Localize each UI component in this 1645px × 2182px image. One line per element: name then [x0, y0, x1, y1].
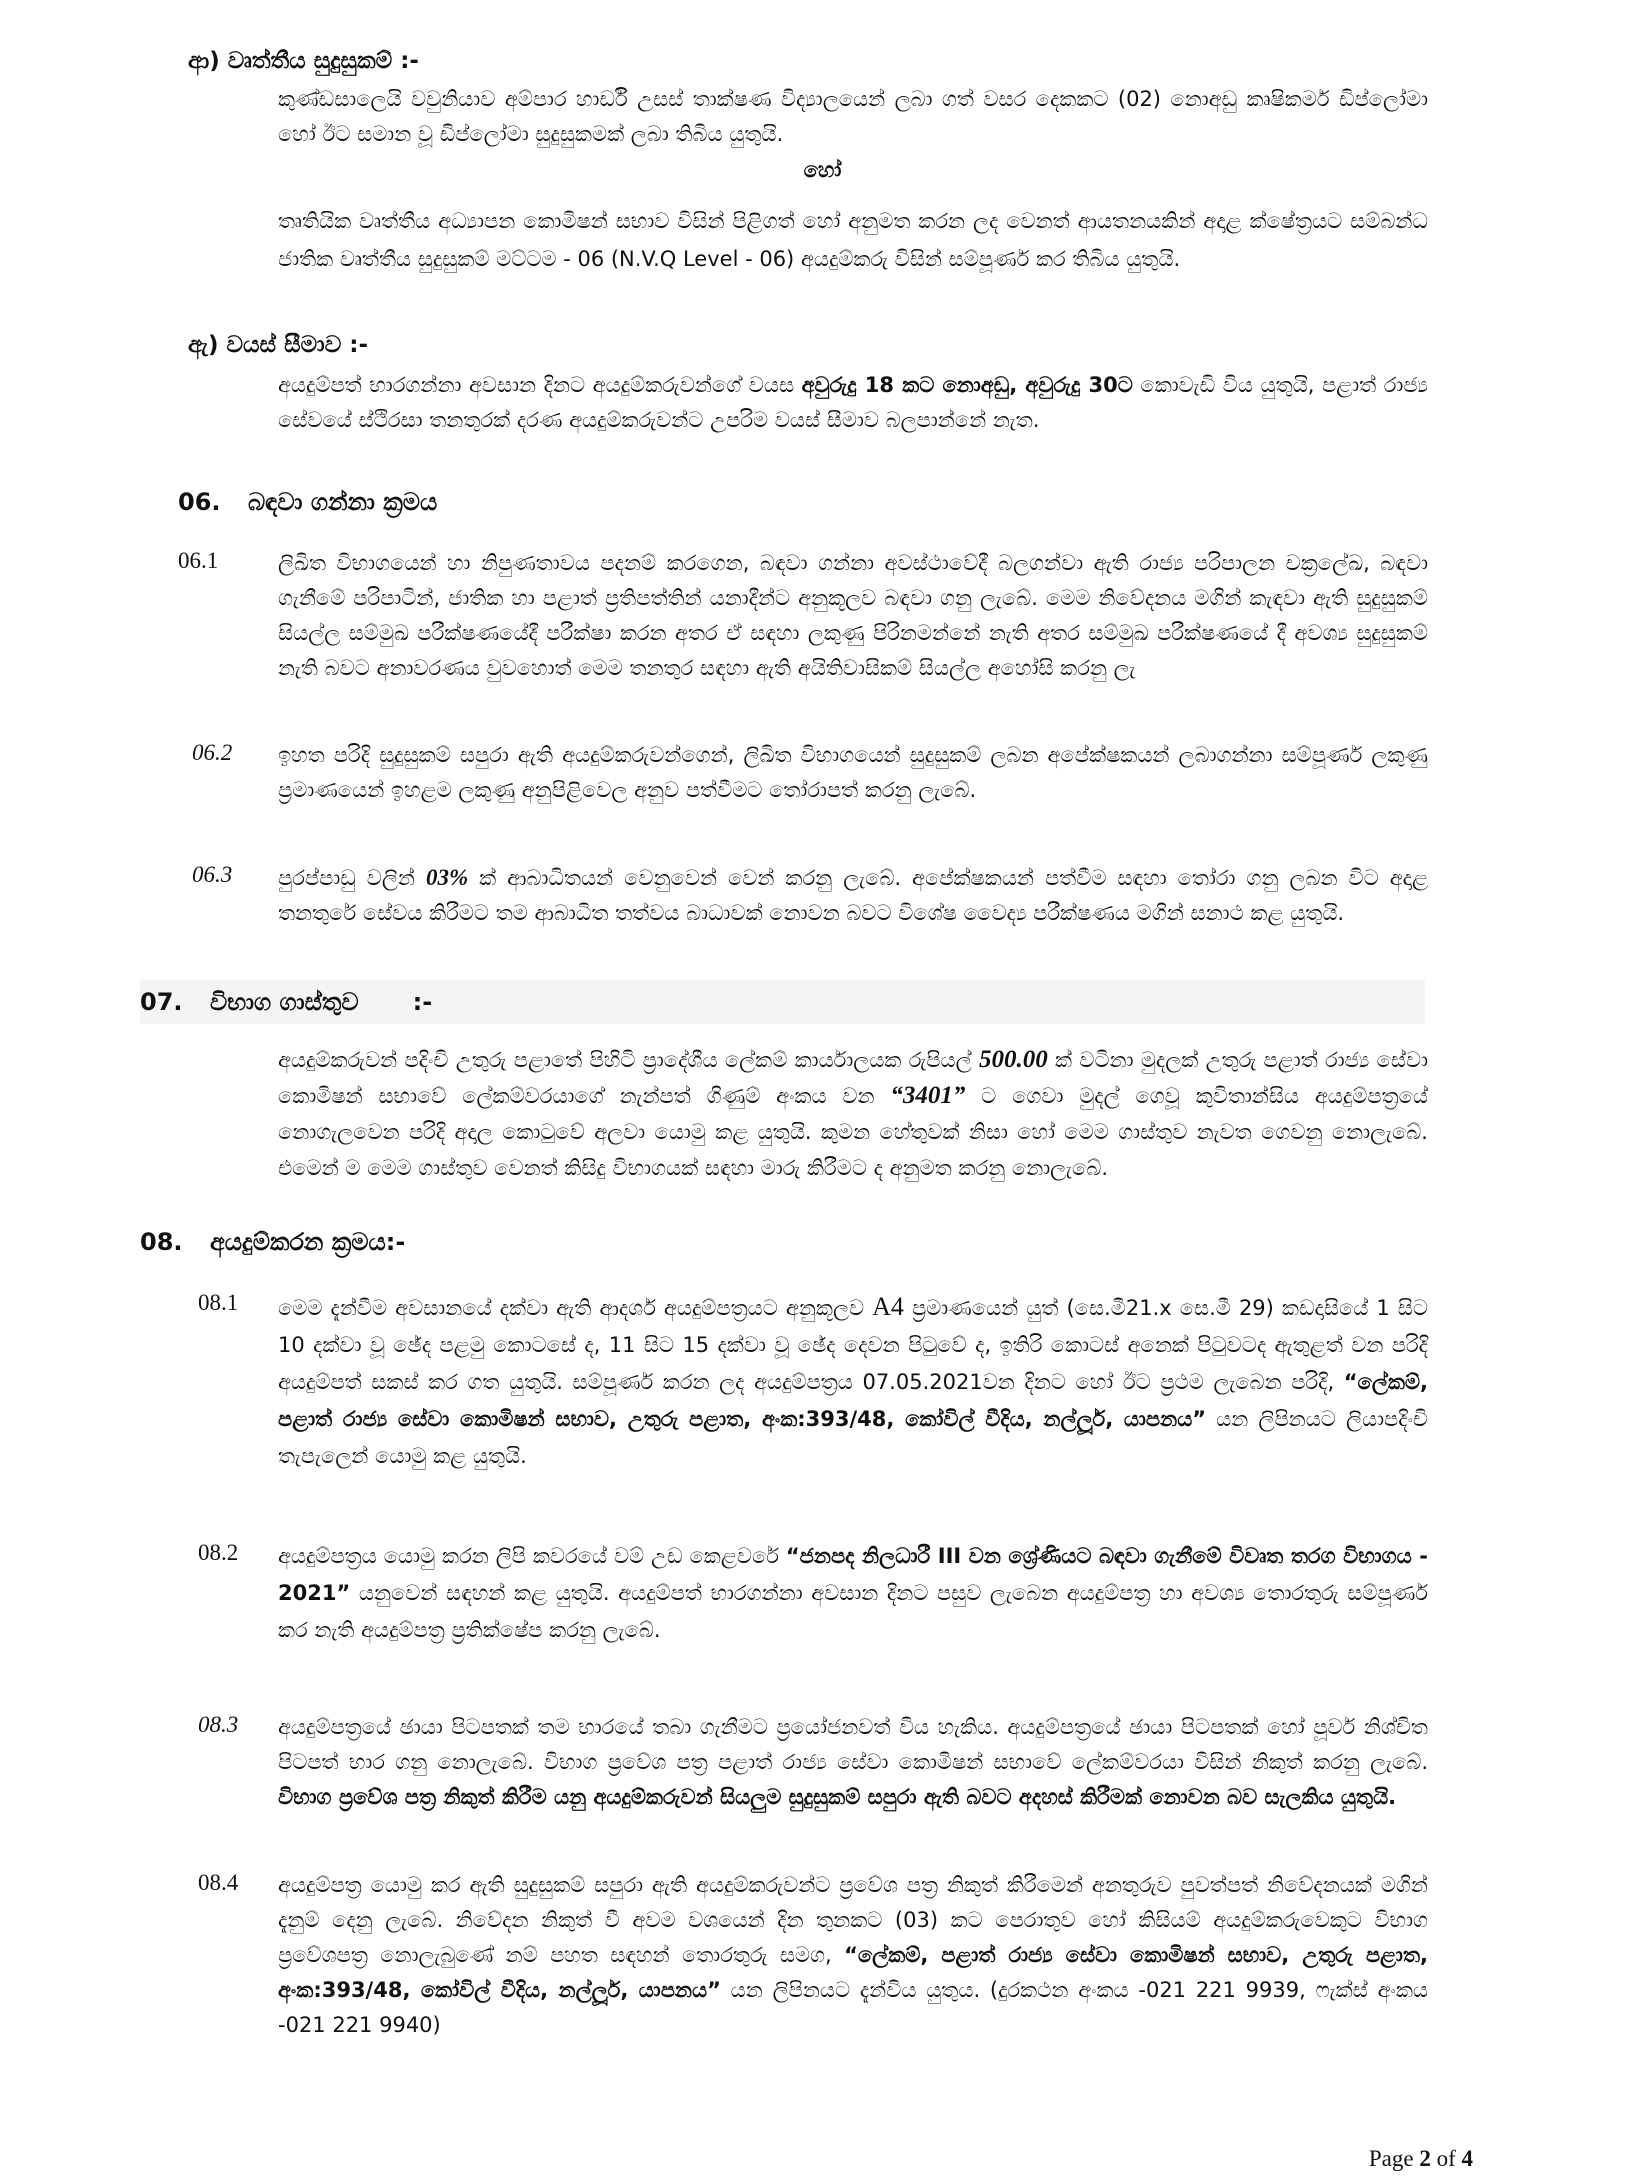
age-limit-text-a: අයදුම්පත් භාරගන්නා අවසාන දිනට අයදුම්කරුවන්ගේ වයස	[278, 373, 802, 397]
account-number: “3401”	[890, 1082, 966, 1109]
item-08-2-text-b: යනුවෙන් සඳහන් කළ යුතුයි. අයදුම්පත් භාරගන්නා අවසාන දිනට පසුව ලැබෙන අයදුම්පත්‍ර හා අවශ්‍ය තොරතුරු සම්පූර්ණ කර නැති අයදුම්පත්‍ර ප්‍රතික්ෂේප කරනු ලැබේ.	[278, 1581, 1428, 1642]
section-07-suffix: :-	[412, 988, 433, 1016]
or-separator: හෝ	[803, 158, 842, 182]
age-limit-text	[278, 368, 1428, 438]
paper-size: A4	[872, 1292, 904, 1321]
item-08-3-number: 08.3	[198, 1712, 239, 1737]
section-06-title: බඳවා ගන්නා ක්‍රමය	[248, 488, 438, 516]
item-08-2-text	[278, 1538, 1428, 1649]
section-07-text	[278, 1042, 1428, 1186]
item-08-1-text-c: යන ලිපිනයට ලියාපදිංචි තැපැලෙන් යොමු කළ යුතුයි.	[278, 1407, 1428, 1468]
item-08-3-note: විභාග ප්‍රවේශ පත්‍ර නිකුත් කිරීම යනු අයදුම්කරුවන් සියලුම සුදුසුකම් සපුරා ඇති බවට අදහස් කිරීමක් නොවන බව සැලකිය යුතුයි.	[278, 1785, 1397, 1809]
item-08-1-text-b: ප්‍රමාණයෙන් යුත් (සෙ.මී21.x සෙ.මී 29) කඩදාසියේ 1 සිට 10 දක්වා වූ ඡේද පළමු කොටසේ ද, 11 සිට 15 දක්වා වූ ඡේද දෙවන පිටුවේ ද, ඉතිරි කොටස් අනෙක් පිටුවටද ඇතුළත් වන පරිදි අයදුම්පත් සකස් කර ගත යුතුයි. සම්පූර්ණ කරන ලද අයදුම්පත්‍රය 07.05.2021වන දිනට හෝ ඊට ප්‍රථම ලැබෙන පරිදි,	[278, 1296, 1429, 1394]
section-06-number: 06.	[178, 488, 221, 516]
section-07-text-c: ට ගෙවා මුදල් ගෙවූ කුවිතාන්සිය අයදුම්පත්‍රයේ නොගැලවෙන පරිදි අදාල කොටුවේ අලවා යොමු කළ යුතුයි. කුමන හේතුවක් නිසා හෝ මෙම ගාස්තුව නැවත ගෙවනු නොලැබේ. එමෙන් ම මෙම ගාස්තුව වෙනත් කිසිදු විභාගයක් සඳහා මාරු කිරීමට ද අනුමත කරනු නොලැබේ.	[278, 1084, 1428, 1180]
item-08-3-text-a: අයදුම්පත්‍රයේ ඡායා පිටපතක් තම භාරයේ තබා ගැනීමට ප්‍රයෝජනවත් විය හැකිය. අයදුම්පත්‍රයේ ඡායා පිටපතක් හෝ පූර්ව නිශ්චිත පිටපත් භාර ගනු නොලැබේ. විභාග ප්‍රවේශ පත්‍ර පළාත් රාජ්‍ය සේවා කොමිෂන් සභාවේ ලේකම්වරයා විසින් නිකුත් කරනු ලැබේ.	[278, 1715, 1428, 1774]
page-footer	[1369, 2146, 1473, 2172]
section-07-title: විභාග ගාස්තුව	[210, 988, 359, 1016]
item-08-1-number: 08.1	[198, 1290, 239, 1315]
vocational-qualifications-text-2: තෘතියික වෘත්තීය අධ්‍යාපන කොමිෂන් සභාව විසින් පිළිගත් හෝ අනුමත කරන ලද වෙනත් ආයතනයකින් අදාළ ක්ෂේත්‍රයට සම්බන්ධ ජාතික වෘත්තීය සුදුසුකම් මට්ටම - 06 (N.V.Q Level - 06) අයදුම්කරු විසින් සම්පූර්ණ කර තිබිය යුතුයි.	[278, 209, 1428, 271]
commission-address: “ලේකම්, පළාත් රාජ්‍ය සේවා කොමිෂන් සභාව, උතුරු පළාත, අංක:393/48, කෝවිල් වීදිය, නල්ලූර්, යාපනය”	[278, 1370, 1428, 1431]
item-06-2-number: 06.2	[192, 740, 233, 765]
item-08-1-text	[278, 1288, 1428, 1475]
item-08-4-text-a: අයදුම්පත්‍ර යොමු කර ඇති සුදුසුකම් සපුරා ඇති අයදුම්කරුවන්ට ප්‍රවේශ පත්‍ර නිකුත් කිරීමෙන් අනතුරුව පුවත්පත් නිවේදනයක් මගින් දැනුම් දෙනු ලැබේ. නිවේදන නිකුත් වී අවම වශයෙන් දින තුනකට (03) කට පෙරාතුව හෝ කිසියම් අයදුම්කරුවෙකුට විභාග ප්‍රවේශපත්‍ර නොලැබුණේ නම් පහත සඳහන් තොරතුරු සමග,	[278, 1873, 1428, 1967]
item-06-3-text	[278, 860, 1428, 931]
commission-address-2: “ලේකම්, පළාත් රාජ්‍ය සේවා කොමිෂන් සභාව, උතුරු පළාත, අංක:393/48, කෝවිල් වීදිය, නල්ලූර්, යාපනය”	[278, 1943, 1429, 2002]
age-limit-range: අවුරුදු 18 කට නොඅඩු, අවුරුදු 30ට	[801, 373, 1133, 397]
section-08-number: 08.	[140, 1228, 183, 1256]
item-08-4-text-b: යන ලිපිනයට දැන්විය යුතුය. (දුරකථන අංකය -021 221 9939, ෆැක්ස් අංකය -021 221 9940)	[278, 1978, 1428, 2037]
footer-of-word: of	[1436, 2146, 1456, 2171]
vocational-qualifications-text-1: කුණ්ඩසාලෙයි වවුනියාව අම්පාර හාර්ඩි උසස් තාක්ෂණ විද්‍යාලයෙන් ලබා ගත් වසර දෙකකට (02) නොඅඩු කෘෂිකර්ම ඩිප්ලෝමා හෝ ඊට සමාන වූ ඩිප්ලෝමා සුදුසුකමක් ලබා තිබිය යුතුයි.	[278, 87, 1428, 146]
section-08-title: අයදුම්කරන ක්‍රමය:-	[210, 1228, 406, 1256]
age-limit-text-b: කොවැඩි විය යුතුයි, පළාත් රාජ්‍ය සේවයේ ස්ථිරසා තනතුරක් දරණ අයදුම්කරුවන්ට උපරිම වයස් සීමාව බලපාන්නේ නැත.	[278, 373, 1428, 432]
section-06-heading	[178, 488, 437, 516]
section-07-text-b: ක් වටිනා මුදලක් උතුරු පළාත් රාජ්‍ය සේවා කොමිෂන් සභාවේ ලේකම්වරයාගේ නැන්පත් ගිණුම් අංකය වන	[278, 1048, 1429, 1108]
item-08-1-text-a: මෙම දැන්වීම අවසානයේ දක්වා ඇති ආදර්ශ අයදුම්පත්‍රයට අනුකූලව	[278, 1296, 873, 1320]
item-06-3-text-b: ක් ආබාධිතයන් වෙනුවෙන් වෙන් කරනු ලැබේ. අපේක්ෂකයන් පත්වීම සඳහා තෝරා ගනු ලබන විට අදාළ තනතුරේ සේවය කිරීමට තම ආබාධිත තත්වය බාධාවක් නොවන බවට විශේෂ වෛද්‍ය පරීක්ෂණය මගින් සනාථ කළ යුතුයි.	[278, 866, 1428, 925]
item-06-2-text: ඉහත පරිදි සුදුසුකම් සපුරා ඇති අයදුම්කරුවන්ගෙන්, ලිඛිත විභාගයෙන් සුදුසුකම් ලබන අපේක්ෂකයන් ලබාගන්නා සම්පූර්ණ ලකුණු ප්‍රමාණයෙන් ඉහළම ලකුණු අනුපිළිවෙල අනුව පත්වීමට තෝරාපත් කරනු ලැබේ.	[278, 743, 1428, 802]
section-08-heading	[140, 1228, 405, 1256]
footer-total-pages: 4	[1461, 2146, 1473, 2171]
item-06-3-text-a: පුරප්පාඩු වලින්	[278, 866, 426, 890]
vocational-qualifications-heading: ආ) වෘත්තීය සුදුසුකම් :-	[188, 48, 419, 74]
item-06-1-text: ලිඛිත විභාගයෙන් හා නිපුණතාවය පදනම් කරගෙන, බඳවා ගන්නා අවස්ථාවේදී බලගන්වා ඇති රාජ්‍ය පරිපාලන චක්‍රලේඛ, බඳවා ගැනීමේ පරිපාටින්, ජාතික හා පළාත් ප්‍රතිපත්තින් යනාදීන්ට අනුකූලව බඳවා ගනු ලැබේ. මෙම නිවේදනය මගින් කැඳවා ඇති සුදුසුකම් සියල්ල සම්මුඛ පරීක්ෂණයේදී පරීක්ෂා කරන අතර ඒ සඳහා ලකුණු පිරිනමන්නේ නැති අතර සම්මුඛ පරීක්ෂණයේ දී අවශ්‍ය සුදුසුකම් නැති බවට අනාවරණය වුවහොත් මෙම තනතුර සඳහා ඇති අයිතිවාසිකම් සියල්ල අහෝසි කරනු ලැ	[278, 551, 1428, 680]
item-08-2-text-a: අයදුම්පත්‍රය යොමු කරන ලිපි කවරයේ වම් උඩ කෙළවරේ	[278, 1544, 786, 1568]
item-08-2-number: 08.2	[198, 1540, 239, 1565]
age-limit-heading: ඇ) වයස් සීමාව :-	[188, 332, 369, 358]
section-07-text-a: අයදුම්කරුවන් පදිංචි උතුරු පළාතේ පිහිටි ප්‍රාදේශීය ලේකම් කාර්යාලයක රුපියල්	[278, 1048, 979, 1072]
footer-page-word: Page	[1368, 2146, 1414, 2171]
footer-current-page: 2	[1419, 2146, 1431, 2171]
item-08-4-number: 08.4	[198, 1870, 239, 1895]
disabled-quota-percent: 03%	[425, 865, 469, 890]
section-07-number: 07.	[140, 988, 183, 1016]
item-06-3-number: 06.3	[192, 862, 233, 887]
item-08-4-text	[278, 1868, 1428, 2043]
exam-fee-amount: 500.00	[978, 1046, 1048, 1073]
item-08-3-text	[278, 1710, 1428, 1815]
section-07-heading	[140, 988, 432, 1016]
item-06-1-number: 06.1	[178, 548, 219, 573]
envelope-marking: “ජනපද නිලධාරී III වන ශ්‍රේණියට බඳවා ගැනීමේ විවෘත තරග විභාගය - 2021”	[278, 1544, 1428, 1605]
